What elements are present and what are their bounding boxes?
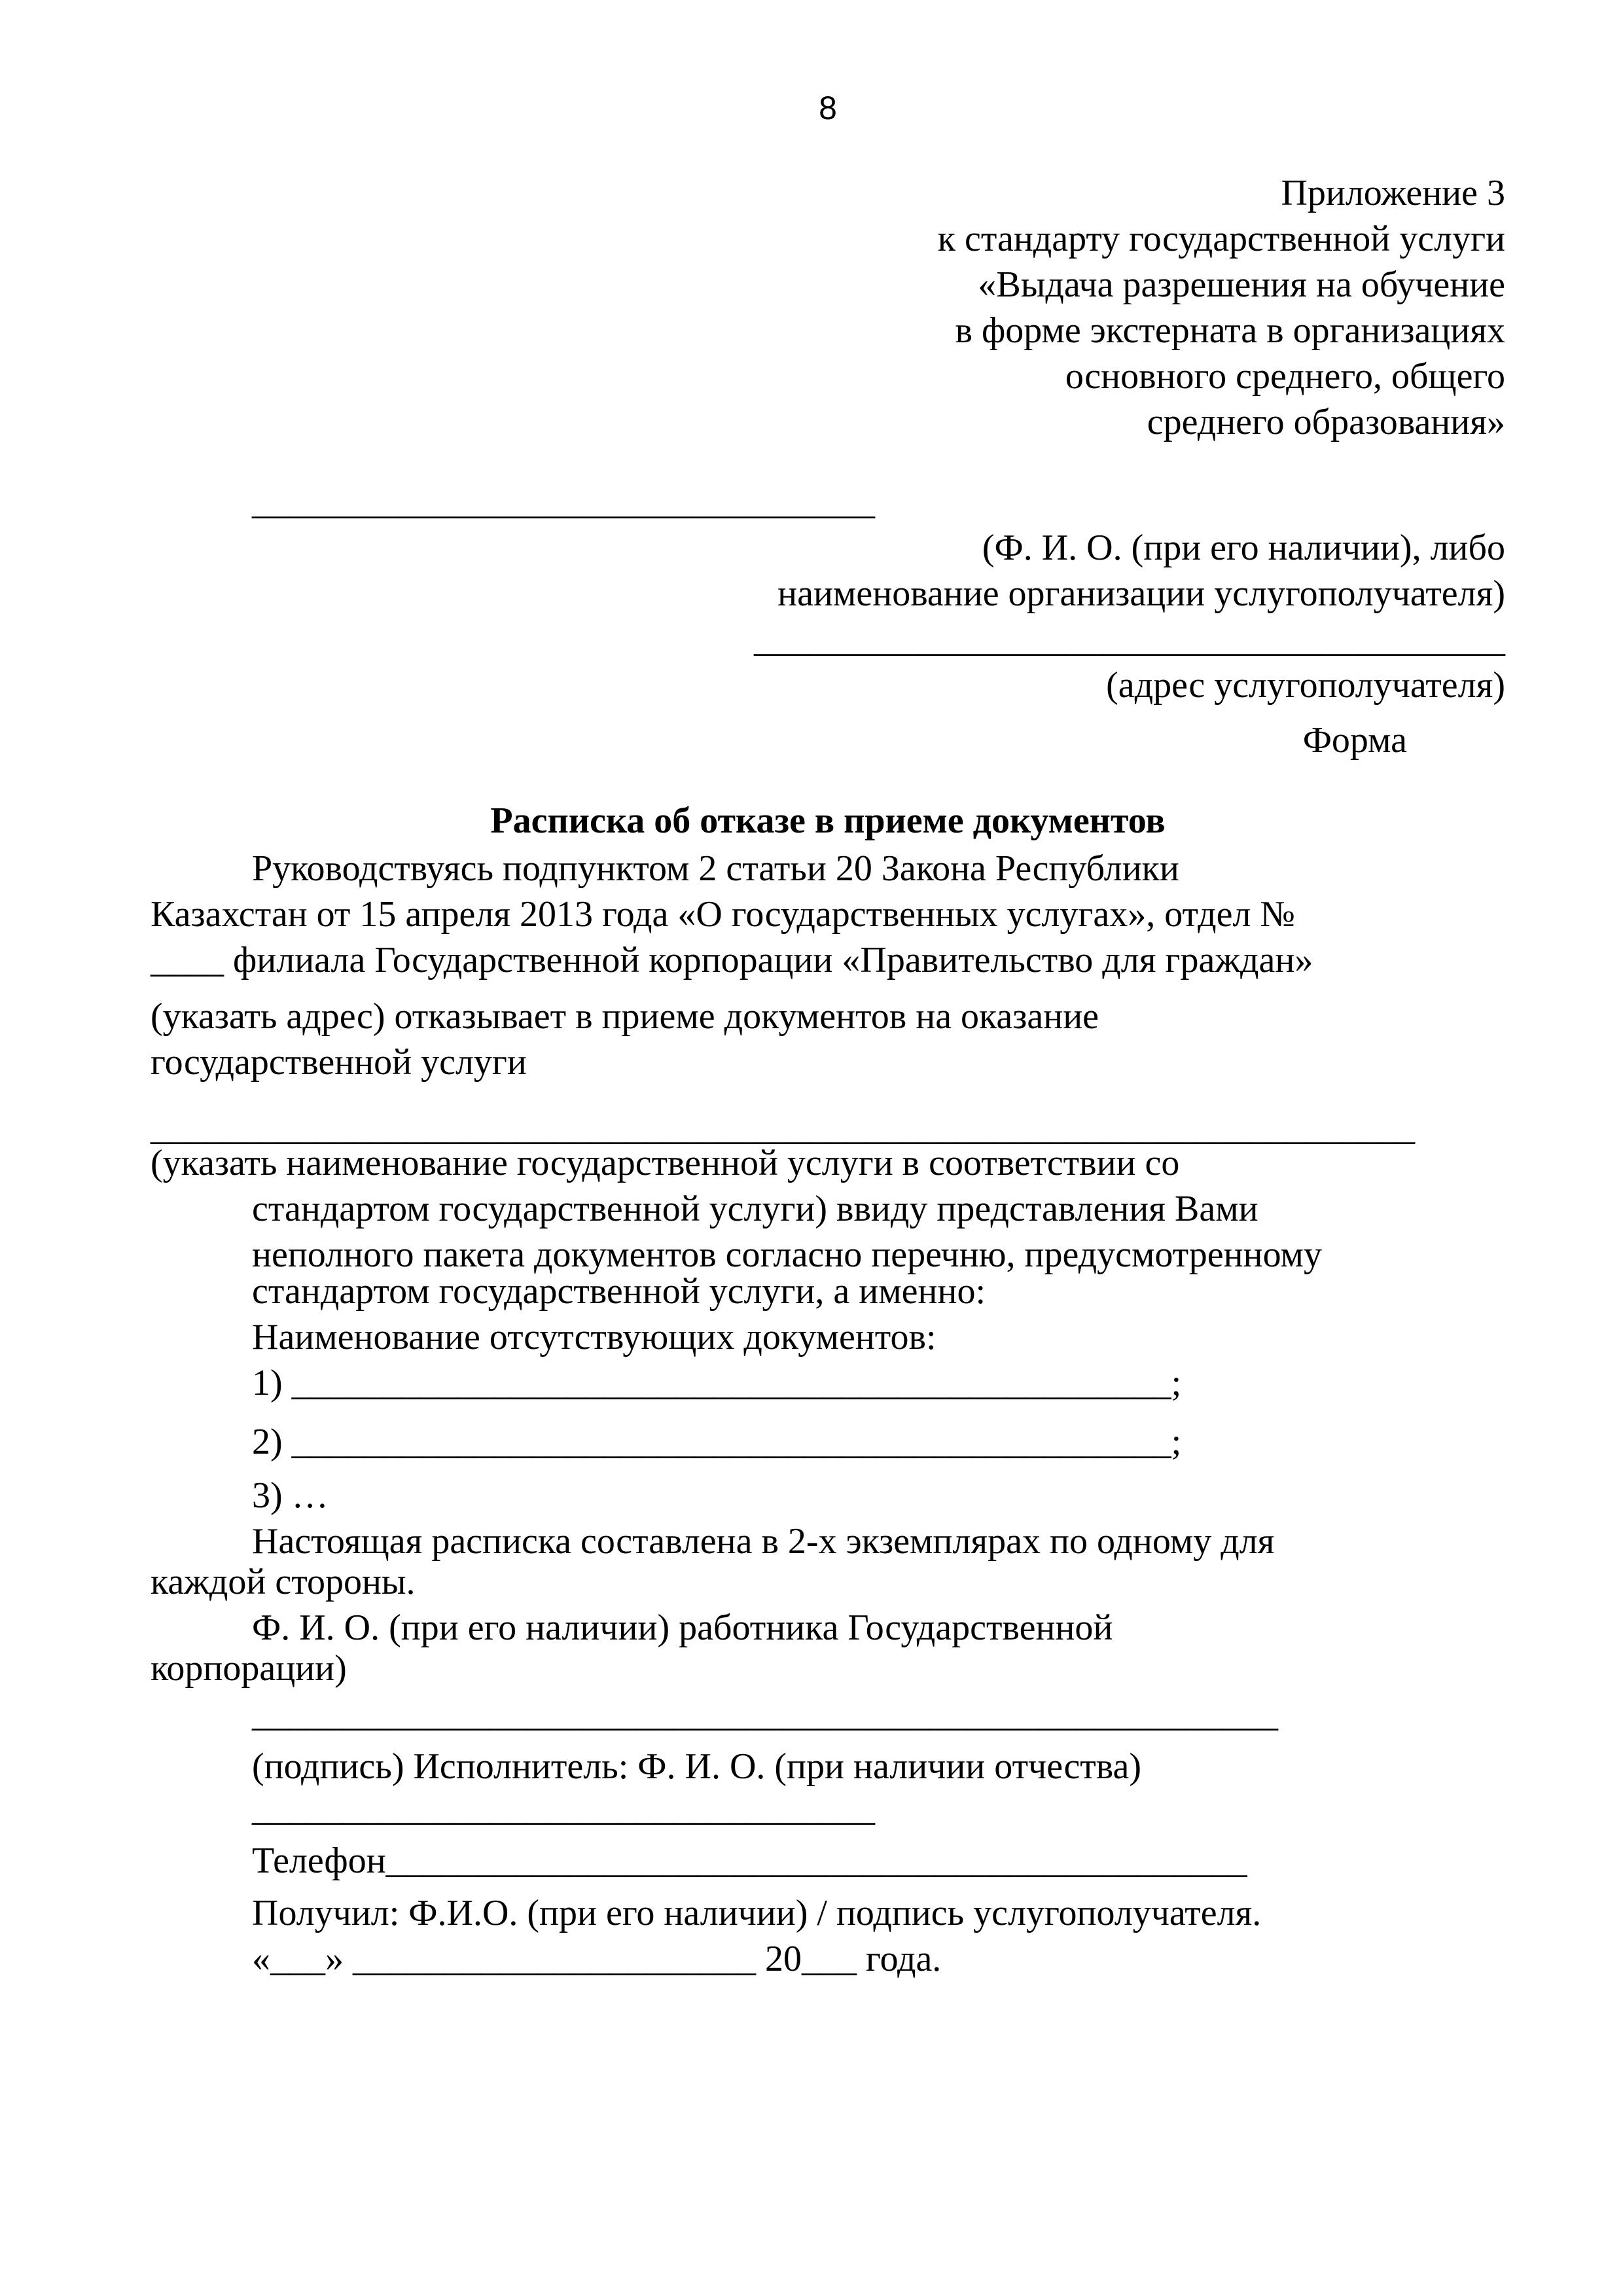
- recipient-name-blank: __________________________________: [252, 482, 875, 522]
- form-label: Форма: [1302, 720, 1407, 761]
- missing-document-blank-1: 1) ________________________________________________;: [252, 1363, 1182, 1403]
- recipient-address-caption: (адрес услугополучателя): [1106, 665, 1505, 706]
- body-line: (указать адрес) отказывает в приеме документов на оказание: [151, 996, 1099, 1037]
- body-line: ____ филиала Государственной корпорации «Правительство для граждан»: [151, 940, 1313, 980]
- body-line: неполного пакета документов согласно перечню, предусмотренному: [252, 1234, 1322, 1275]
- body-line: стандартом государственной услуги) ввиду представления Вами: [252, 1189, 1258, 1229]
- body-line: Казахстан от 15 апреля 2013 года «О государственных услугах», отдел №: [151, 894, 1295, 935]
- body-line: Ф. И. О. (при его наличии) работника Государственной: [252, 1607, 1113, 1648]
- document-title: Расписка об отказе в приеме документов: [490, 800, 1166, 841]
- recipient-name-caption: наименование организации услугополучателя): [777, 573, 1505, 614]
- body-line: стандартом государственной услуги, а именно:: [252, 1271, 986, 1312]
- body-line: государственной услуги: [151, 1042, 527, 1083]
- body-line: (указать наименование государственной услуги в соответствии со: [151, 1143, 1180, 1183]
- service-name-blank: _____________________________________________________________________: [151, 1107, 1415, 1148]
- executor-name-blank: __________________________________: [252, 1788, 875, 1829]
- appendix-header-line: основного среднего, общего: [1065, 356, 1505, 397]
- recipient-name-caption: (Ф. И. О. (при его наличии), либо: [982, 528, 1505, 568]
- recipient-address-blank: _________________________________________: [754, 619, 1505, 660]
- body-line: Наименование отсутствующих документов:: [252, 1317, 936, 1357]
- body-line: Настоящая расписка составлена в 2-х экземплярах по одному для: [252, 1521, 1275, 1562]
- body-line: каждой стороны.: [151, 1562, 416, 1602]
- missing-document-blank-2: 2) ________________________________________________;: [252, 1422, 1182, 1462]
- body-line: корпорации): [151, 1648, 347, 1689]
- body-line: Руководствуясь подпунктом 2 статьи 20 Закона Республики: [252, 848, 1179, 889]
- page-number: 8: [819, 90, 837, 126]
- appendix-header-line: среднего образования»: [1147, 402, 1505, 442]
- phone-line: Телефон_______________________________________________: [252, 1840, 1247, 1881]
- appendix-header-line: Приложение 3: [1281, 173, 1505, 213]
- appendix-header-line: к стандарту государственной услуги: [937, 219, 1505, 259]
- signature-caption: (подпись) Исполнитель: Ф. И. О. (при наличии отчества): [252, 1746, 1141, 1787]
- appendix-header-line: «Выдача разрешения на обучение: [978, 264, 1505, 305]
- date-line: «___» ______________________ 20___ года.: [252, 1939, 942, 1979]
- document-body: [151, 85, 1505, 1982]
- missing-document-blank-3: 3) …: [252, 1475, 329, 1516]
- signature-blank: ________________________________________________________: [252, 1694, 1278, 1734]
- appendix-header-line: в форме экстерната в организациях: [955, 310, 1505, 351]
- received-line: Получил: Ф.И.О. (при его наличии) / подпись услугополучателя.: [252, 1893, 1262, 1933]
